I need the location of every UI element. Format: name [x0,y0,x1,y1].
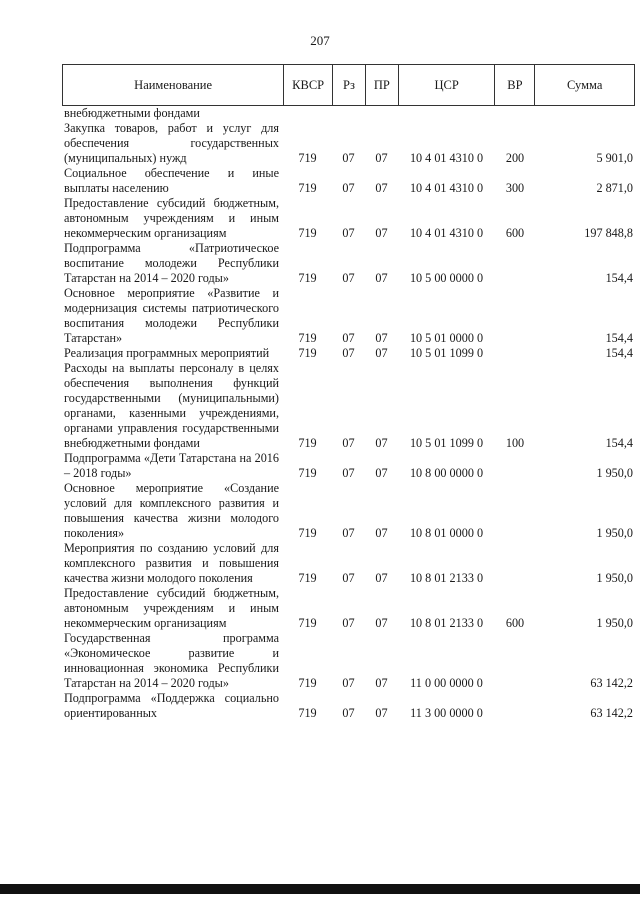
cell-csr: 10 4 01 4310 0 [409,226,484,240]
cell-name: Закупка товаров, работ и услуг для обеспечения государственных (муниципальных) нужд [64,121,279,165]
cell-rz: 07 [342,616,355,630]
table-row [62,541,635,586]
cell-name: Предоставление субсидий бюджетным, автономным учреждениям и иным некоммерческим организациям [64,196,279,240]
cell-name: Реализация программных мероприятий [64,346,270,360]
header-kvsr: КВСР [283,65,332,105]
cell-kvsr: 719 [298,271,317,285]
cell-pr: 07 [375,571,388,585]
cell-csr: 10 5 01 1099 0 [409,436,484,450]
page-number: 207 [310,33,330,48]
cell-rz: 07 [342,436,355,450]
table-row [62,481,635,541]
cell-name: Подпрограмма «Патриотическое воспитание молодежи Республики Татарстан на 2014 – 2020 годы» [64,241,279,285]
cell-sum: 154,4 [605,436,633,450]
header-pr: ПР [365,65,398,105]
cell-rz: 07 [342,346,355,360]
cell-rz: 07 [342,526,355,540]
cell-sum: 5 901,0 [596,151,633,165]
cell-name: Мероприятия по созданию условий для комплексного развития и повышения качества жизни молодого поколения [64,541,279,585]
cell-pr: 07 [375,526,388,540]
cell-sum: 63 142,2 [590,706,633,720]
cell-rz: 07 [342,466,355,480]
cell-sum: 154,4 [605,346,633,360]
cell-csr: 10 8 01 2133 0 [409,571,484,585]
cell-kvsr: 719 [298,616,317,630]
cell-rz: 07 [342,226,355,240]
cell-sum: 1 950,0 [596,466,633,480]
cell-csr: 10 8 01 2133 0 [409,616,484,630]
cell-kvsr: 719 [298,331,317,345]
cell-vr: 200 [505,151,525,165]
cell-sum: 2 871,0 [596,181,633,195]
table-row [62,346,635,361]
cell-sum: 1 950,0 [596,571,633,585]
cell-csr: 10 8 01 0000 0 [409,526,484,540]
table-row [62,196,635,241]
header-csr: ЦСР [398,65,495,105]
cell-name: Основное мероприятие «Развитие и модернизация системы патриотического воспитания молодежи Республики Татарстан» [64,286,279,345]
table-row [62,631,635,691]
cell-pr: 07 [375,331,388,345]
cell-rz: 07 [342,676,355,690]
cell-name: Расходы на выплаты персоналу в целях обеспечения выполнения функций государственными (муниципальными) органами, казенными учреждениями, органами управления государственными внебюджетными фондами [64,361,279,450]
cell-kvsr: 719 [298,706,317,720]
cell-pr: 07 [375,706,388,720]
cell-pr: 07 [375,466,388,480]
cell-pr: 07 [375,436,388,450]
cell-sum: 63 142,2 [590,676,633,690]
cell-csr: 10 4 01 4310 0 [409,151,484,165]
cell-csr: 10 8 00 0000 0 [409,466,484,480]
table-row [62,286,635,346]
scan-edge-bar [0,884,640,894]
cell-sum: 154,4 [605,271,633,285]
cell-csr: 10 5 01 0000 0 [409,331,484,345]
cell-kvsr: 719 [298,466,317,480]
cell-sum: 1 950,0 [596,616,633,630]
header-sum: Сумма [534,65,634,105]
cell-rz: 07 [342,706,355,720]
cell-rz: 07 [342,571,355,585]
table-row [62,121,635,166]
cell-name: Основное мероприятие «Создание условий для комплексного развития и повышения качества жизни молодого поколения» [64,481,279,540]
budget-table [62,64,635,721]
header-name: Наименование [134,77,213,92]
cell-csr: 11 0 00 0000 0 [410,676,483,690]
cell-rz: 07 [342,271,355,285]
cell-rz: 07 [342,181,355,195]
cell-pr: 07 [375,346,388,360]
header-rz: Рз [332,65,365,105]
table-row [62,691,635,721]
cell-csr: 10 5 01 1099 0 [409,346,484,360]
table-row [62,241,635,286]
cell-name: Социальное обеспечение и иные выплаты населению [64,166,279,195]
cell-rz: 07 [342,331,355,345]
table-header [62,64,635,106]
cell-csr: 10 4 01 4310 0 [409,181,484,195]
cell-pr: 07 [375,271,388,285]
header-vr: ВР [494,65,534,105]
table-body [62,106,635,721]
cell-sum: 154,4 [605,331,633,345]
cell-name: Подпрограмма «Поддержка социально ориентированных [64,691,279,720]
cell-kvsr: 719 [298,151,317,165]
cell-csr: 10 5 00 0000 0 [409,271,484,285]
table-row [62,361,635,451]
cell-csr: 11 3 00 0000 0 [410,706,483,720]
cell-pr: 07 [375,676,388,690]
cell-name: внебюджетными фондами [64,106,200,120]
cell-pr: 07 [375,616,388,630]
table-row [62,451,635,481]
cell-pr: 07 [375,151,388,165]
cell-kvsr: 719 [298,226,317,240]
table-row [62,586,635,631]
cell-name: Предоставление субсидий бюджетным, автономным учреждениям и иным некоммерческим организациям [64,586,279,630]
cell-vr: 300 [505,181,525,195]
cell-kvsr: 719 [298,436,317,450]
cell-rz: 07 [342,151,355,165]
cell-vr: 600 [505,226,525,240]
cell-kvsr: 719 [298,526,317,540]
cell-name: Подпрограмма «Дети Татарстана на 2016 – 2018 годы» [64,451,279,480]
cell-kvsr: 719 [298,676,317,690]
cell-pr: 07 [375,226,388,240]
cell-vr: 600 [505,616,525,630]
cell-vr: 100 [505,436,525,450]
table-row [62,106,635,121]
cell-name: Государственная программа «Экономическое развитие и инновационная экономика Республики Татарстан на 2014 – 2020 годы» [64,631,279,690]
cell-sum: 1 950,0 [596,526,633,540]
cell-pr: 07 [375,181,388,195]
cell-sum: 197 848,8 [584,226,633,240]
table-row [62,166,635,196]
cell-kvsr: 719 [298,181,317,195]
cell-kvsr: 719 [298,346,317,360]
cell-kvsr: 719 [298,571,317,585]
